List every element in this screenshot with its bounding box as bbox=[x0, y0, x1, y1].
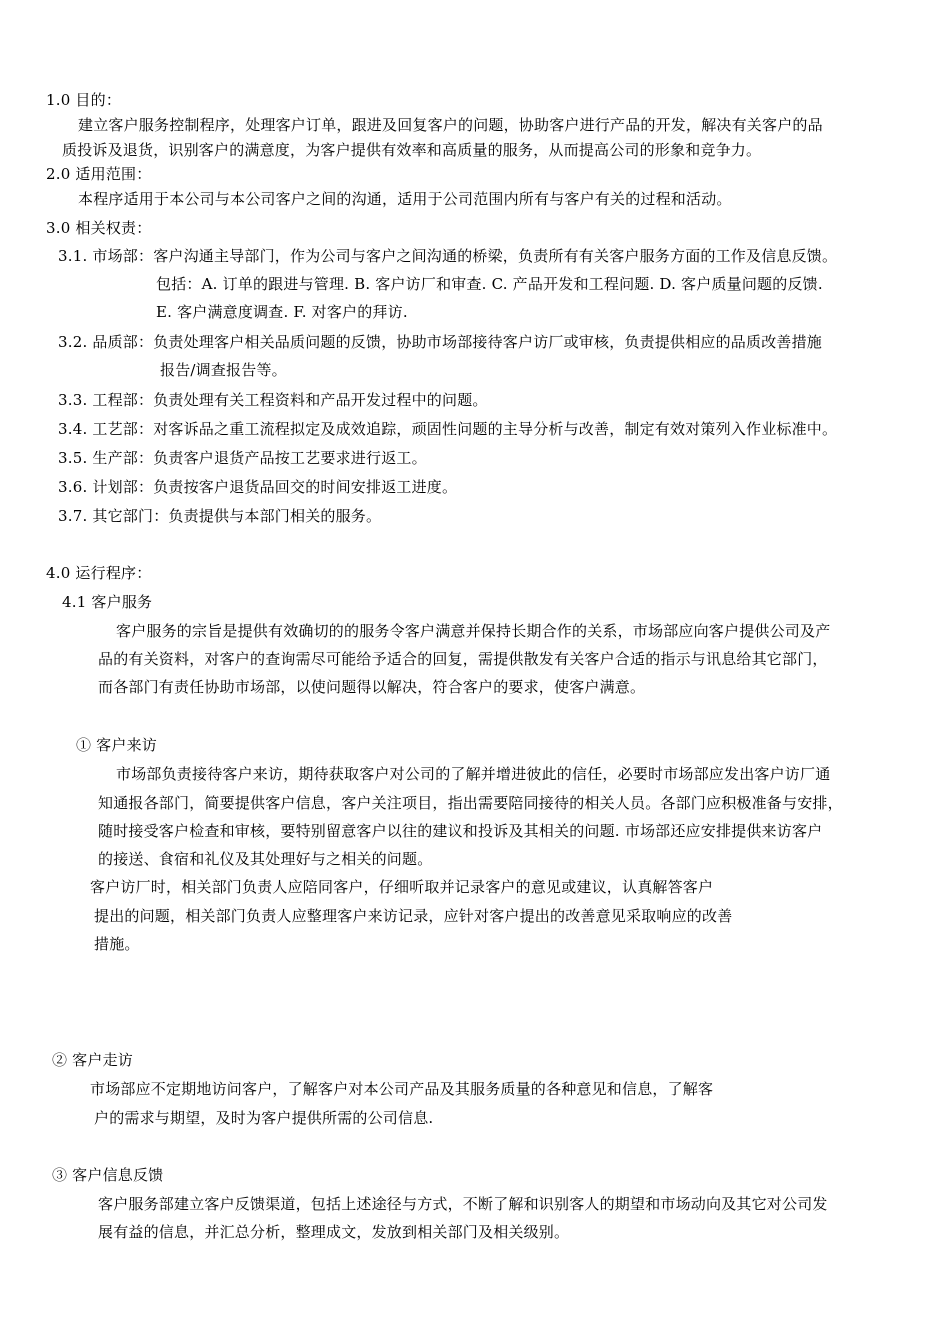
customer-feedback-heading: ③ 客户信息反馈 bbox=[52, 1166, 164, 1184]
section-3-heading: 3.0 相关权责： bbox=[46, 219, 152, 237]
responsibility-item: 3.4. 工艺部：对客诉品之重工流程拟定及成效追踪，顽固性问题的主导分析与改善，制定有效对策列入作业标准中。 bbox=[58, 420, 838, 438]
responsibility-item: 3.7. 其它部门：负责提供与本部门相关的服务。 bbox=[58, 507, 382, 525]
customer-visit-line: 知通报各部门，简要提供客户信息，客户关注项目，指出需要陪同接待的相关人员。各部门应积极准备与安排， bbox=[98, 794, 843, 812]
section-2-body-line: 本程序适用于本公司与本公司客户之间的沟通，适用于公司范围内所有与客户有关的过程和活动。 bbox=[78, 190, 732, 208]
customer-service-intro-line: 品的有关资料，对客户的查询需尽可能给予适合的回复，需提供散发有关客户合适的指示与讯息给其它部门， bbox=[98, 650, 828, 668]
section-4-1-heading: 4.1 客户服务 bbox=[62, 593, 153, 611]
customer-outbound-visit-line: 户的需求与期望，及时为客户提供所需的公司信息. bbox=[94, 1109, 434, 1127]
customer-outbound-visit-line: 市场部应不定期地访问客户，了解客户对本公司产品及其服务质量的各种意见和信息，了解客 bbox=[90, 1080, 714, 1098]
customer-visit-line: 客户访厂时，相关部门负责人应陪同客户，仔细听取并记录客户的意见或建议，认真解答客户 bbox=[90, 878, 714, 896]
responsibility-item: 3.3. 工程部：负责处理有关工程资料和产品开发过程中的问题。 bbox=[58, 391, 488, 409]
customer-visit-line: 随时接受客户检查和审核，要特别留意客户以往的建议和投诉及其相关的问题. 市场部还应安排提供来访客户 bbox=[98, 822, 823, 840]
customer-service-intro-line: 而各部门有责任协助市场部，以使问题得以解决，符合客户的要求，使客户满意。 bbox=[98, 678, 646, 696]
responsibility-item: E. 客户满意度调查. F. 对客户的拜访. bbox=[156, 303, 408, 321]
customer-outbound-visit-heading: ② 客户走访 bbox=[52, 1051, 133, 1069]
responsibility-item: 3.1. 市场部：客户沟通主导部门，作为公司与客户之间沟通的桥梁，负责所有有关客户服务方面的工作及信息反馈。 bbox=[58, 247, 838, 265]
customer-visit-line: 的接送、食宿和礼仪及其处理好与之相关的问题。 bbox=[98, 850, 433, 868]
customer-visit-line: 措施。 bbox=[94, 935, 140, 953]
section-2-heading: 2.0 适用范围： bbox=[46, 165, 152, 183]
responsibility-item: 3.2. 品质部：负责处理客户相关品质问题的反馈，协助市场部接待客户访厂或审核，负责提供相应的品质改善措施 bbox=[58, 333, 822, 351]
customer-visit-line: 提出的问题，相关部门负责人应整理客户来访记录，应针对客户提出的改善意见采取响应的改善 bbox=[94, 907, 733, 925]
customer-service-intro-line: 客户服务的宗旨是提供有效确切的的服务令客户满意并保持长期合作的关系，市场部应向客户提供公司及产 bbox=[116, 622, 831, 640]
section-1-heading: 1.0 目的： bbox=[46, 91, 122, 109]
section-4-heading: 4.0 运行程序： bbox=[46, 564, 152, 582]
responsibility-item: 3.5. 生产部：负责客户退货产品按工艺要求进行返工。 bbox=[58, 449, 427, 467]
responsibility-item: 3.6. 计划部：负责按客户退货品回交的时间安排返工进度。 bbox=[58, 478, 458, 496]
responsibility-item: 报告/调查报告等。 bbox=[160, 361, 287, 379]
responsibility-item: 包括：A. 订单的跟进与管理. B. 客户访厂和审查. C. 产品开发和工程问题. D. 客户质量问题的反馈. bbox=[156, 275, 823, 293]
section-1-body-line: 质投诉及退货，识别客户的满意度，为客户提供有效率和高质量的服务，从而提高公司的形象和竞争力。 bbox=[62, 141, 762, 159]
customer-visit-heading: ① 客户来访 bbox=[76, 736, 157, 754]
customer-visit-line: 市场部负责接待客户来访，期待获取客户对公司的了解并增进彼此的信任，必要时市场部应发出客户访厂通 bbox=[116, 765, 831, 783]
customer-feedback-line: 展有益的信息，并汇总分析，整理成文，发放到相关部门及相关级别。 bbox=[98, 1223, 570, 1241]
customer-feedback-line: 客户服务部建立客户反馈渠道，包括上述途径与方式，不断了解和识别客人的期望和市场动向及其它对公司发 bbox=[98, 1195, 828, 1213]
section-1-body-line: 建立客户服务控制程序，处理客户订单，跟进及回复客户的问题，协助客户进行产品的开发，解决有关客户的品 bbox=[78, 116, 823, 134]
